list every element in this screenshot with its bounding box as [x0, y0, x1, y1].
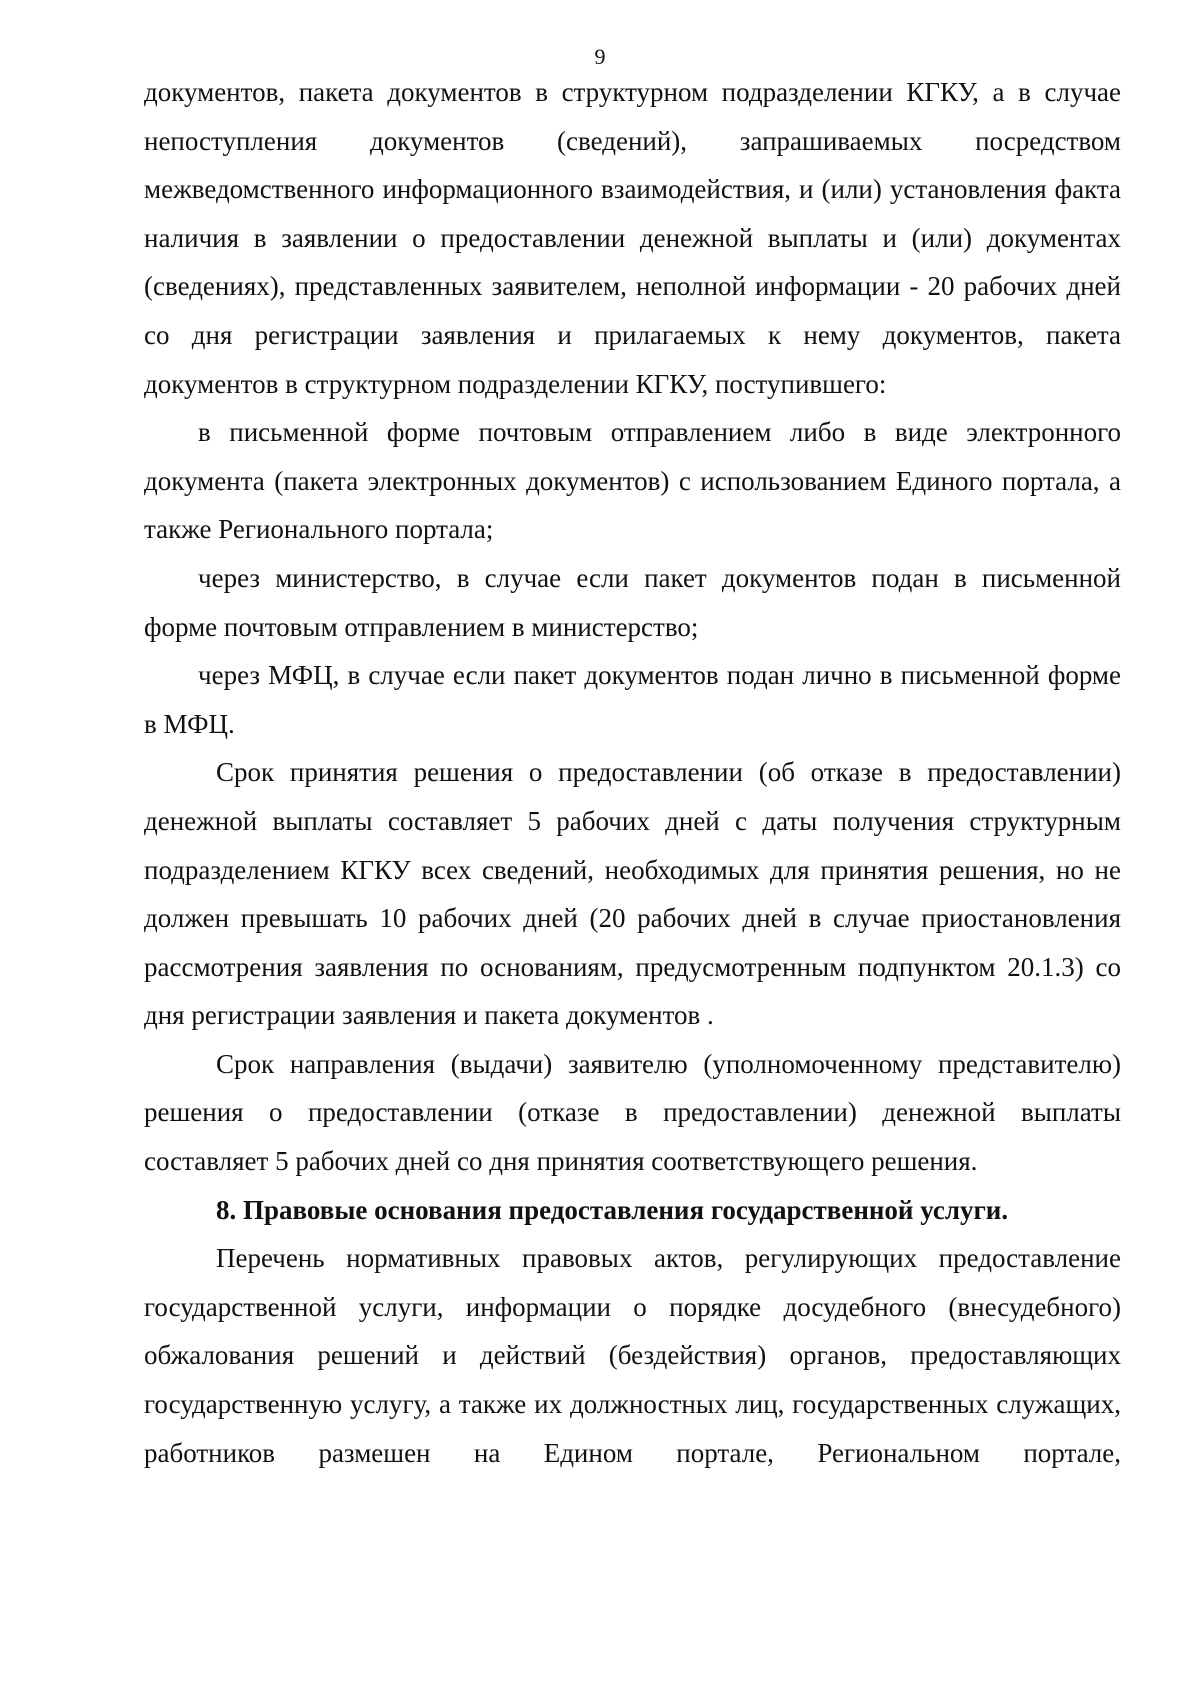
- paragraph-decision-term: Срок принятия решения о предоставлении (об отказе в предоставлении) денежной выплаты составляет 5 рабочих дней с даты получения структурным подразделением КГКУ всех сведений, необходимых для принятия решения, но не должен превышать 10 рабочих дней (20 рабочих дней в случае приостановления рассмотрения заявления по основаниям, предусмотренным подпунктом 20.1.3) со дня регистрации заявления и пакета документов .: [144, 757, 1121, 1031]
- paragraph-legal-acts: Перечень нормативных правовых актов, регулирующих предоставление государственной услуги, информации о порядке досудебного (внесудебного) обжалования решений и действий (бездействия) органов, предоставляющих государственную услугу, а также их должностных лиц, государственных служащих, работников размешен на Едином портале, Региональном портале,: [144, 1243, 1121, 1468]
- page-number: 9: [594, 44, 606, 69]
- paragraph-via-ministry: через министерство, в случае если пакет документов подан в письменной форме почтовым отправлением в министерство;: [144, 562, 1121, 642]
- document-body: [144, 68, 1121, 1477]
- paragraph-via-mfc: через МФЦ, в случае если пакет документов подан лично в письменной форме в МФЦ.: [144, 660, 1121, 739]
- section-heading: 8. Правовые основания предоставления государственной услуги.: [216, 1194, 1009, 1225]
- paragraph-postal-or-portal: в письменной форме почтовым отправлением либо в виде электронного документа (пакета электронных документов) с использованием Единого портала, а также Регионального портала;: [144, 417, 1121, 545]
- paragraph-delivery-term: Срок направления (выдачи) заявителю (уполномоченному представителю) решения о предоставлении (отказе в предоставлении) денежной выплаты составляет 5 рабочих дней со дня принятия соответствующего решения.: [144, 1048, 1121, 1177]
- paragraph-processing-period: документов, пакета документов в структурном подразделении КГКУ, а в случае непоступления документов (сведений), запрашиваемых посредством межведомственного информационного взаимодействия, и (или) установления факта наличия в заявлении о предоставлении денежной выплаты и (или) документах (сведениях), представленных заявителем, неполной информации - 20 рабочих дней со дня регистрации заявления и прилагаемых к нему документов, пакета документов в структурном подразделении КГКУ, поступившего:: [144, 77, 1121, 399]
